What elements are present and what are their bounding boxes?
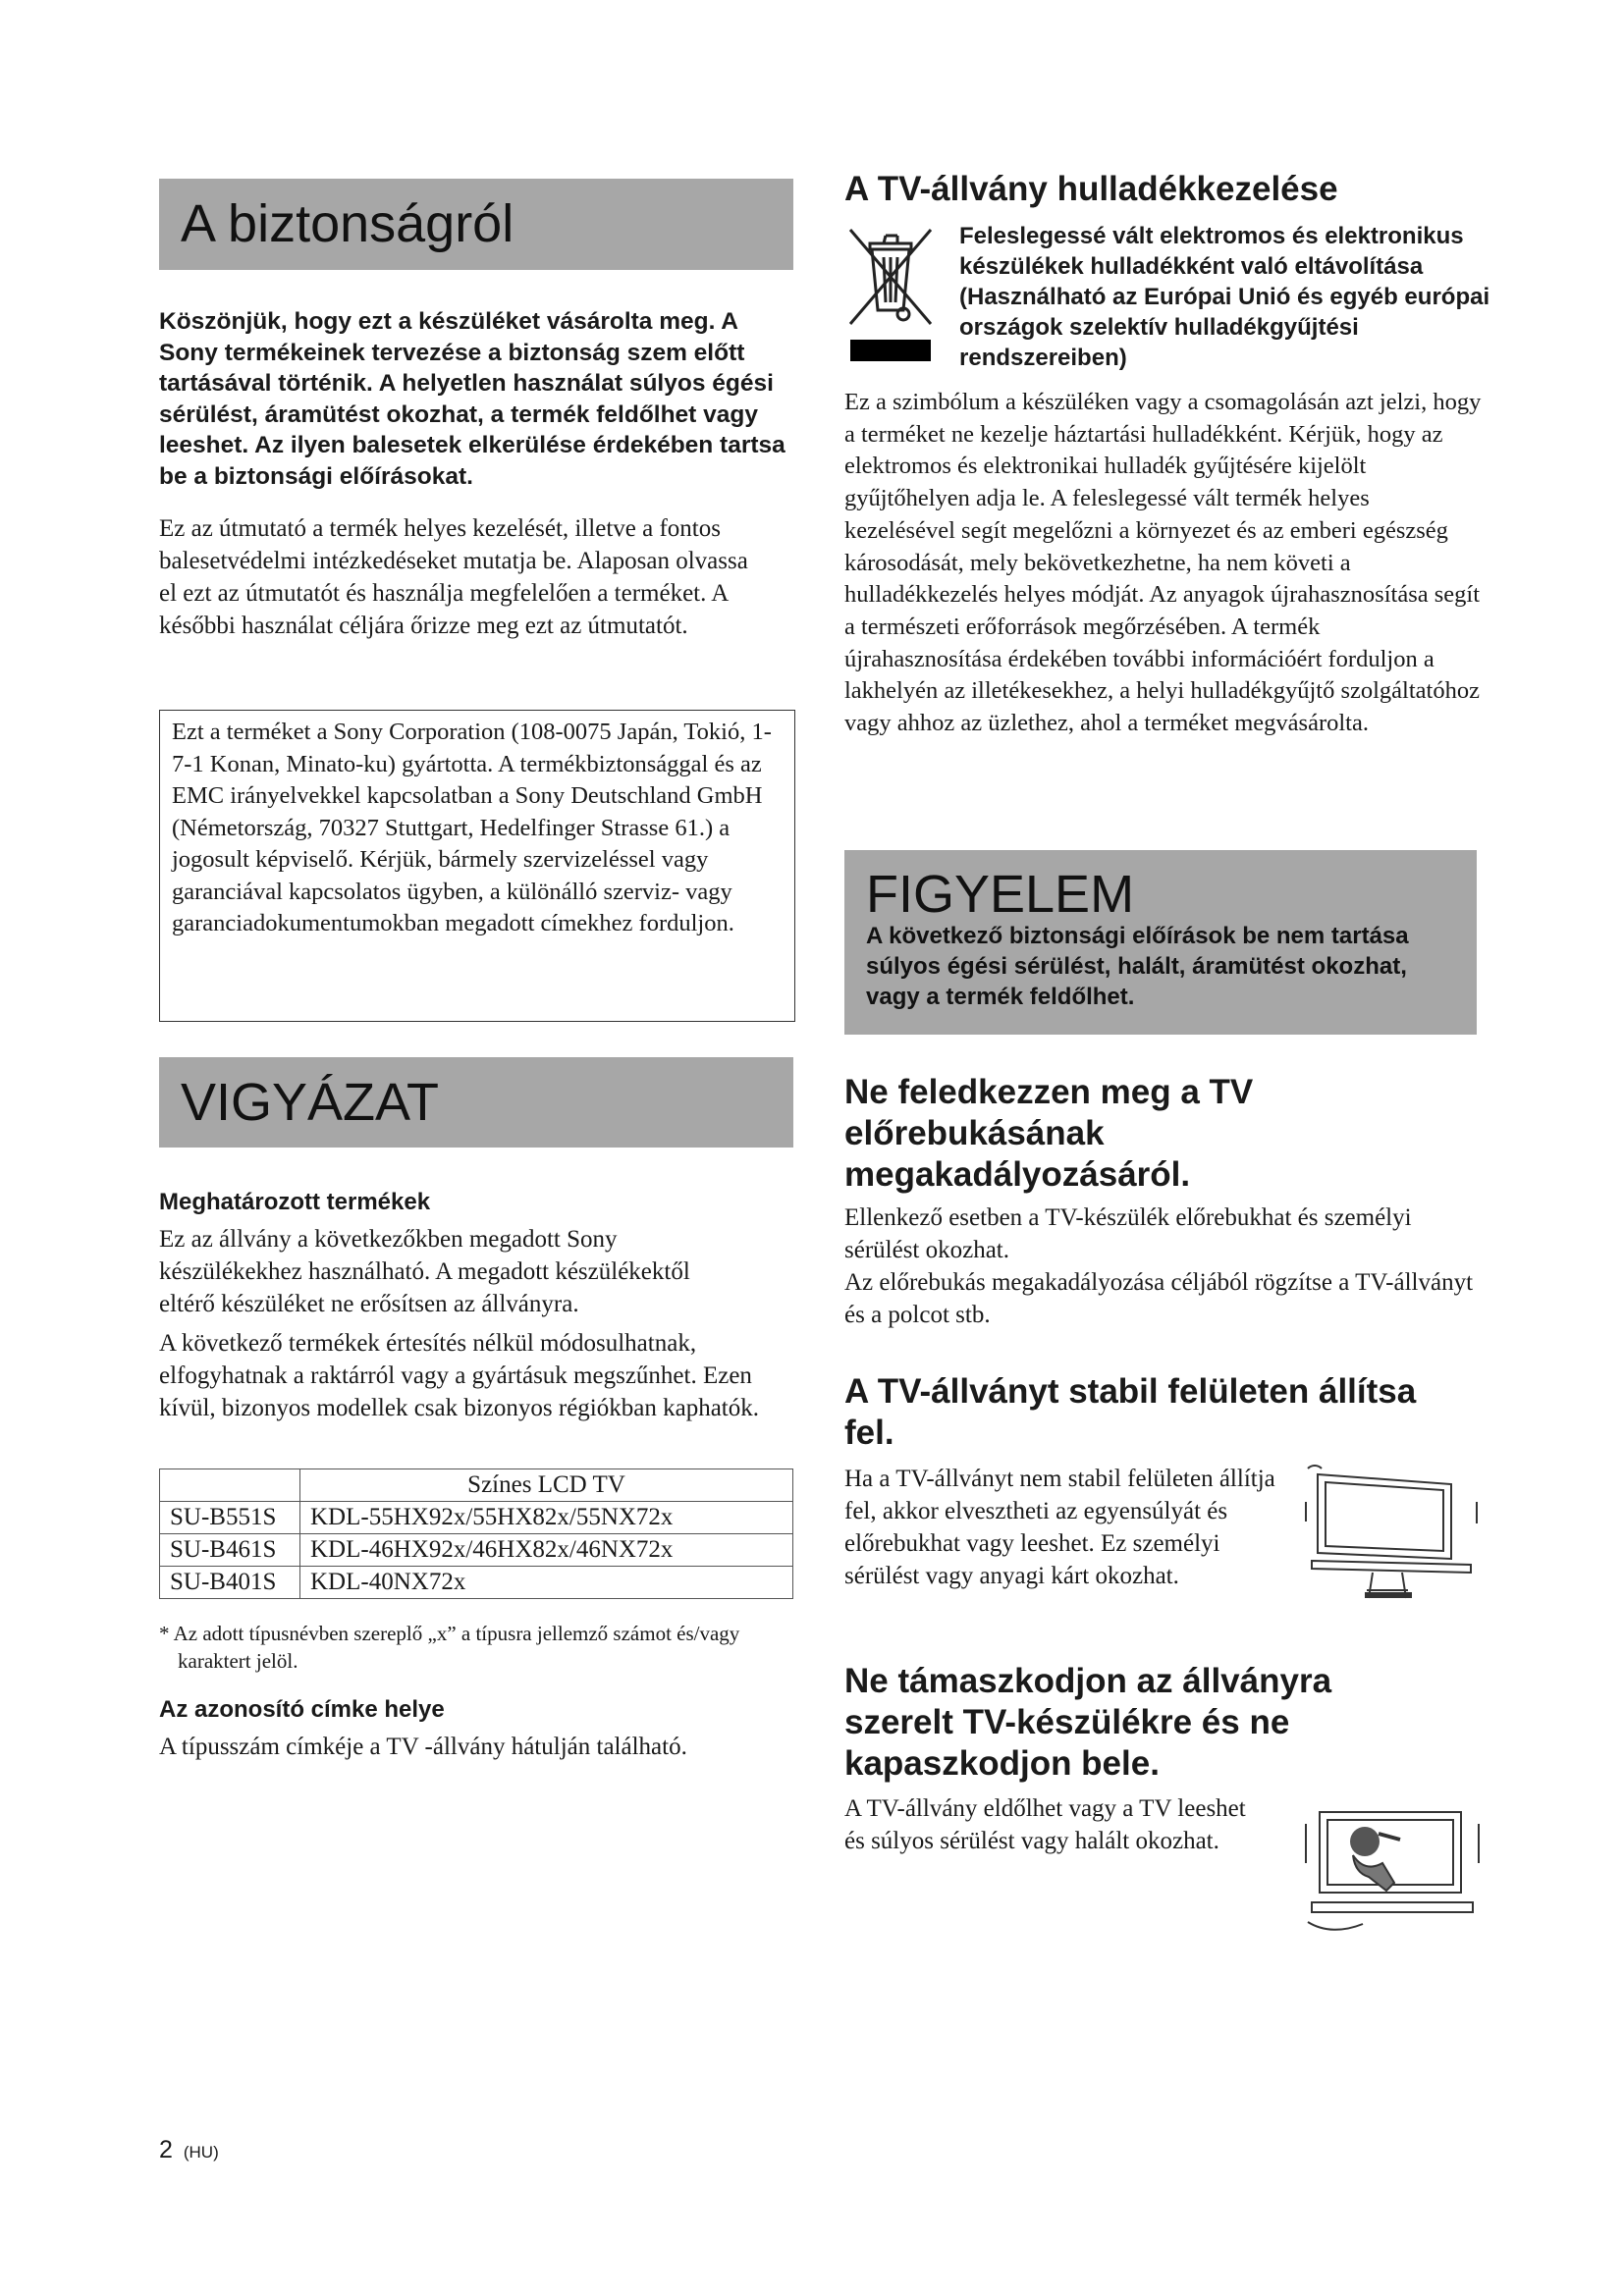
tv-model-cell: KDL-55HX92x/55HX82x/55NX72x (300, 1502, 793, 1534)
child-climbing-tv-illustration (1304, 1794, 1481, 1942)
warning-title: FIGYELEM (866, 865, 1135, 924)
lean-warning-title: Ne támaszkodjon az állványra szerelt TV-készülékre és ne kapaszkodjon bele. (844, 1662, 1332, 1783)
warning-text: A következő biztonsági előírások be nem tartása súlyos égési sérülést, halált, áramütést okozhat, vagy a termék feldőlhet. (866, 923, 1409, 1010)
tv-model-cell: KDL-40NX72x (300, 1567, 793, 1599)
weee-bin-icon (846, 224, 935, 371)
model-footnote: * Az adott típusnévben szereplő „x” a típusra jellemző számot és/vagy karaktert jelöl. (159, 1622, 740, 1673)
lean-warning-text: A TV-állvány eldőlhet vagy a TV leeshet és súlyos sérülést vagy halált okozhat. (844, 1795, 1246, 1854)
products-paragraph-1: Ez az állvány a következőkben megadott Sony készülékekhez használható. A megadott készülékektől eltérő készüléket ne erősítsen az állványra. (159, 1226, 690, 1317)
table-row (160, 1502, 793, 1534)
stable-surface-title: A TV-állványt stabil felületen állítsa fel. (844, 1372, 1417, 1452)
tipping-paragraph-1: Ellenkező esetben a TV-készülék előrebukhat és személyi sérülést okozhat. (844, 1204, 1412, 1263)
tipping-paragraph-2: Az előrebukás megakadályozása céljából rögzítse a TV-állványt és a polcot stb. (844, 1269, 1474, 1328)
table-header-cell: Színes LCD TV (300, 1469, 793, 1502)
usage-paragraph: Ez az útmutató a termék helyes kezelését, illetve a fontos balesetvédelmi intézkedéseket mutatja be. Alaposan olvassa el ezt az útmutatót és használja megfelelően a terméket. A későbbi használat céljára őrizze meg ezt az útmutatót. (159, 515, 748, 639)
manufacturer-text: Ezt a terméket a Sony Corporation (108-0075 Japán, Tokió, 1-7-1 Konan, Minato-ku) gyártotta. A termékbiztonsággal és az EMC irányelvekkel kapcsolatban a Sony Deutschland GmbH (Németország, 70327 Stuttgart, Hedelfinger Strasse 61.) a jogosult képviselő. Kérjük, bármely szervizeléssel vagy garanciával kapcsolatos ügyben, a különálló szerviz- vagy garanciadokumentumokban megadott címekhez forduljon. (172, 719, 772, 936)
stand-model-cell: SU-B401S (160, 1567, 300, 1599)
caution-banner (159, 1057, 793, 1148)
label-location-text: A típusszám címkéje a TV -állvány hátulján található. (159, 1734, 687, 1760)
manufacturer-box (159, 710, 795, 1022)
disposal-paragraph: Ez a szimbólum a készüléken vagy a csomagolásán azt jelzi, hogy a terméket ne kezelje háztartási hulladékként. Kérjük, hogy az elektromos és elektronikai hulladék gyűjtésére kijelölt gyűjtőhelyen adja le. A feleslegessé vált termék helyes kezelésével segít megelőzni a környezet és az emberi egészség károsodását, mely bekövetkezhetne, ha nem követi a hulladékkezelés helyes módját. Az anyagok újrahasznosítása segít a természeti erőforrások megőrzésében. A termék újrahasznosítása érdekében további információért forduljon a lakhelyén az illetékesekhez, a helyi hulladékgyűjtő szolgáltatóhoz vagy ahhoz az üzlethez, ahol a terméket megvásárolta. (844, 389, 1482, 737)
stand-model-cell: SU-B461S (160, 1534, 300, 1567)
unstable-tv-illustration (1304, 1463, 1481, 1610)
page-footer (159, 2136, 219, 2164)
tipping-section-title: Ne feledkezzen meg a TV előrebukásának megakadályozásáról. (844, 1073, 1254, 1194)
products-heading: Meghatározott termékek (159, 1189, 431, 1215)
table-row (160, 1567, 793, 1599)
label-location-heading: Az azonosító címke helye (159, 1696, 445, 1723)
safety-title: A biztonságról (181, 194, 514, 253)
stable-surface-text: Ha a TV-állványt nem stabil felületen állítja fel, akkor elvesztheti az egyensúlyát és előrebukhat vagy leeshet. Ez személyi sérülést vagy anyagi kárt okozhat. (844, 1466, 1275, 1589)
disposal-title: A TV-állvány hulladékkezelése (844, 170, 1338, 208)
products-paragraph-2: A következő termékek értesítés nélkül módosulhatnak, elfogyhatnak a raktárról vagy a gyártásuk megszűnhet. Ezen kívül, bizonyos modellek csak bizonyos régiókban kaphatók. (159, 1330, 759, 1421)
table-row (160, 1534, 793, 1567)
page-number: 2 (159, 2136, 173, 2163)
warning-banner (844, 850, 1477, 1035)
table-header-row (160, 1469, 793, 1502)
safety-title-banner (159, 179, 793, 270)
stand-model-cell: SU-B551S (160, 1502, 300, 1534)
caution-title: VIGYÁZAT (181, 1073, 440, 1132)
intro-bold-text: Köszönjük, hogy ezt a készüléket vásárolta meg. A Sony termékeinek tervezése a biztonság szem előtt tartásával történik. A helyetlen használat súlyos égési sérülést, áramütést okozhat, a termék feldőlhet vagy leeshet. Az ilyen balesetek elkerülése érdekében tartsa be a biztonsági előírásokat. (159, 308, 785, 490)
language-code: (HU) (183, 2143, 219, 2162)
disposal-bold-text: Feleslegessé vált elektromos és elektronikus készülékek hulladékként való eltávolítása (Használható az Európai Unió és egyéb európai országok szelektív hulladékgyűjtési rendszereiben) (959, 223, 1490, 371)
tv-model-cell: KDL-46HX92x/46HX82x/46NX72x (300, 1534, 793, 1567)
compatible-models-table (159, 1468, 793, 1599)
